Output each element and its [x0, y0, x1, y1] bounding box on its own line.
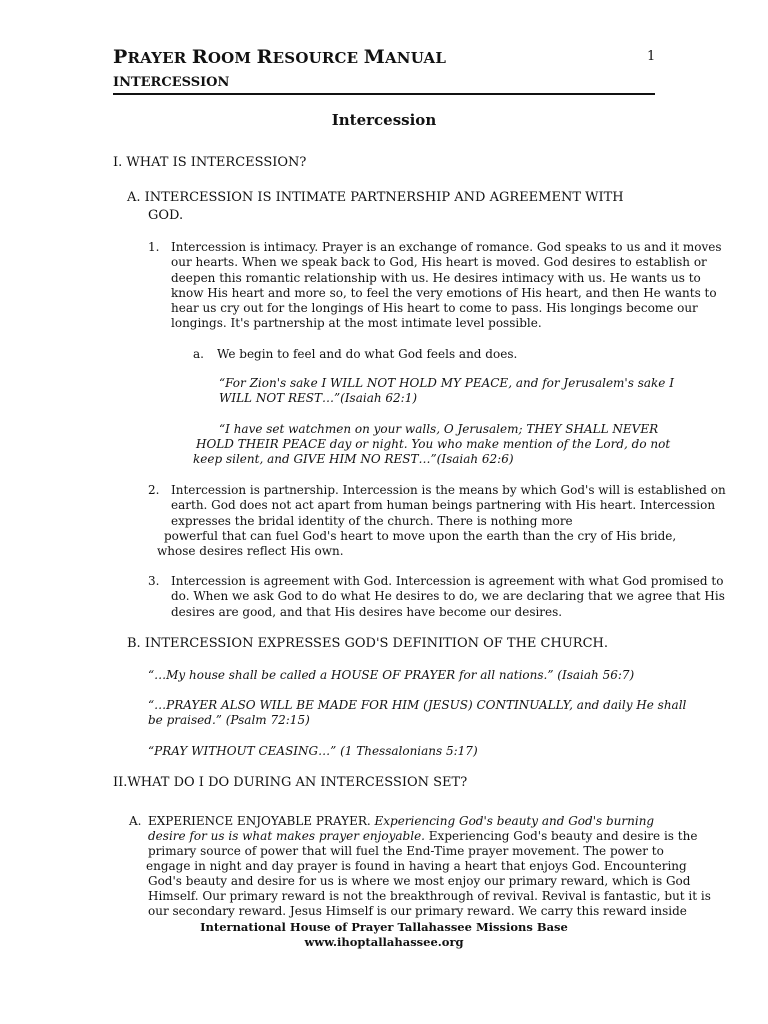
section-2-heading: II.WHAT DO I DO DURING AN INTERCESSION SET?: [113, 775, 468, 790]
text-line: “For Zion's sake I WILL NOT HOLD MY PEACE, and for Jerusalem's sake I: [219, 376, 674, 390]
title-letter: R: [256, 46, 273, 68]
title-letter: R: [191, 46, 208, 68]
item-1-paragraph: [171, 240, 722, 332]
title-part: ESOURCE: [272, 49, 364, 67]
text-span-italic: Experiencing God's beauty and God's burning: [374, 814, 655, 828]
text-line: expresses the bridal identity of the church. There is nothing more: [171, 513, 573, 528]
section-2-item-a-line4: engage in night and day prayer is found in having a heart that enjoys God. Encountering: [146, 859, 687, 873]
quote-isaiah-56-7: “…My house shall be called a HOUSE OF PRAYER for all nations.” (Isaiah 56:7): [148, 668, 635, 682]
text-line: longings. It's partnership at the most intimate level possible.: [171, 316, 542, 331]
text-line: hear us cry out for the longings of His heart to come to pass. His longings become our: [171, 301, 698, 316]
item-2-line5: whose desires reflect His own.: [157, 544, 344, 558]
item-3-number: 3.: [148, 574, 160, 588]
title-letter: M: [363, 46, 385, 68]
text-line: earth. God does not act apart from human beings partnering with His heart. Intercession: [171, 498, 716, 513]
subheading-a-line2: GOD.: [148, 208, 184, 223]
section-2-item-a-line3: primary source of power that will fuel the End-Time prayer movement. The power to: [148, 844, 664, 858]
quote-isaiah-62-6-line3: keep silent, and GIVE HIM NO REST…”(Isaiah 62:6): [193, 452, 514, 466]
item-1a-text: We begin to feel and do what God feels and does.: [217, 347, 518, 361]
quote-psalm-72-15: [148, 698, 686, 729]
section-2-item-a-label: A.: [129, 814, 142, 828]
quote-1-thessalonians: “PRAY WITHOUT CEASING…” (1 Thessalonians 5:17): [148, 744, 478, 758]
manual-subtitle: INTERCESSION: [113, 75, 230, 90]
subheading-b: B. INTERCESSION EXPRESSES GOD'S DEFINITION OF THE CHURCH.: [127, 636, 608, 651]
item-2-line4: powerful that can fuel God's heart to move upon the earth than the cry of His bride,: [164, 529, 677, 543]
quote-isaiah-62-6-line1: “I have set watchmen on your walls, O Jerusalem; THEY SHALL NEVER: [219, 422, 659, 436]
text-line: “…PRAYER ALSO WILL BE MADE FOR HIM (JESUS) CONTINUALLY, and daily He shall: [148, 698, 687, 712]
text-line: be praised.” (Psalm 72:15): [148, 713, 310, 728]
item-1-number: 1.: [148, 240, 160, 254]
item-2-number: 2.: [148, 483, 160, 497]
text-span: Experiencing God's beauty and desire is the: [424, 829, 698, 843]
title-part: RAYER: [127, 49, 192, 67]
header-rule: [113, 93, 655, 95]
footer-website: www.ihoptallahassee.org: [304, 935, 464, 949]
text-line: do. When we ask God to do what He desires to do, we are declaring that we agree that His: [171, 589, 725, 604]
section-1-heading: I. WHAT IS INTERCESSION?: [113, 155, 307, 170]
item-1a-label: a.: [193, 347, 204, 361]
item-2-paragraph: [171, 483, 726, 529]
quote-isaiah-62-6-line2: HOLD THEIR PEACE day or night. You who make mention of the Lord, do not: [196, 437, 671, 451]
section-2-item-a-line7: our secondary reward. Jesus Himself is our primary reward. We carry this reward inside: [148, 904, 687, 918]
text-line: know His heart and more so, to feel the very emotions of His heart, and then He wants to: [171, 285, 717, 300]
text-line: our hearts. When we speak back to God, His heart is moved. God desires to establish or: [171, 255, 707, 270]
title-letter: P: [113, 46, 128, 68]
subheading-a-line1: A. INTERCESSION IS INTIMATE PARTNERSHIP AND AGREEMENT WITH: [127, 190, 624, 205]
text-line: Intercession is partnership. Intercession is the means by which God's will is established on: [171, 483, 726, 497]
page-number: 1: [647, 49, 656, 64]
document-title: Intercession: [331, 111, 437, 129]
section-2-item-a-line2: [148, 829, 697, 844]
text-line: WILL NOT REST…”(Isaiah 62:1): [219, 391, 418, 406]
title-part: ANUAL: [384, 49, 447, 67]
section-2-item-a-line5: God's beauty and desire for us is where we most enjoy our primary reward, which is God: [148, 874, 691, 888]
quote-isaiah-62-1: [219, 376, 674, 407]
section-2-item-a-line1: [148, 814, 654, 829]
footer-organization: International House of Prayer Tallahassee Missions Base: [200, 920, 568, 934]
title-part: OOM: [207, 49, 257, 67]
manual-title: [113, 46, 447, 68]
item-3-paragraph: [171, 574, 725, 620]
section-2-item-a-line6: Himself. Our primary reward is not the breakthrough of revival. Revival is fantastic, but it is: [148, 889, 711, 903]
text-line: desires are good, and that His desires have become our desires.: [171, 604, 563, 619]
text-line: Intercession is agreement with God. Intercession is agreement with what God promised to: [171, 574, 724, 588]
text-line: deepen this romantic relationship with us. He desires intimacy with us. He wants us to: [171, 270, 701, 285]
text-span: EXPERIENCE ENJOYABLE PRAYER.: [148, 814, 375, 828]
text-span-italic: desire for us is what makes prayer enjoyable.: [148, 829, 425, 843]
text-line: Intercession is intimacy. Prayer is an exchange of romance. God speaks to us and it moves: [171, 240, 722, 254]
